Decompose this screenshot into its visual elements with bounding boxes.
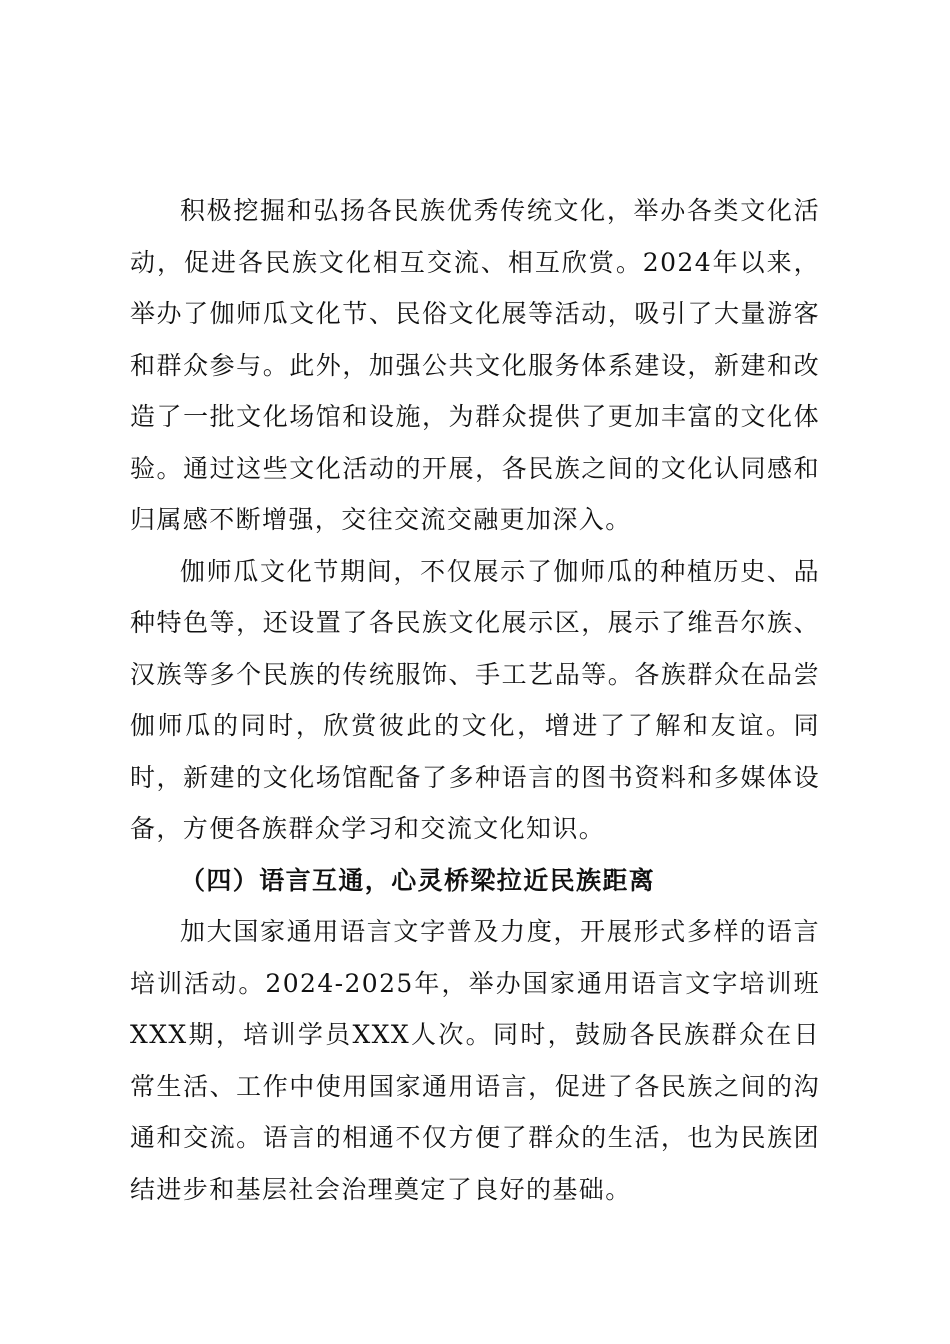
paragraph-melon-festival: 伽师瓜文化节期间，不仅展示了伽师瓜的种植历史、品种特色等，还设置了各民族文化展示区，展示了维吾尔族、汉族等多个民族的传统服饰、手工艺品等。各族群众在品尝伽师瓜的同时，欣赏彼此的文化，增进了了解和友谊。同时，新建的文化场馆配备了多种语言的图书资料和多媒体设备，方便各族群众学习和交流文化知识。 (130, 556, 820, 843)
document-body (130, 185, 820, 1215)
section-heading-language: （四）语言互通，心灵桥梁拉近民族距离 (180, 865, 656, 895)
paragraph-culture-activities: 积极挖掘和弘扬各民族优秀传统文化，举办各类文化活动，促进各民族文化相互交流、相互欣赏。2024年以来，举办了伽师瓜文化节、民俗文化展等活动，吸引了大量游客和群众参与。此外，加强公共文化服务体系建设，新建和改造了一批文化场馆和设施，为群众提供了更加丰富的文化体验。通过这些文化活动的开展，各民族之间的文化认同感和归属感不断增强，交往交流交融更加深入。 (130, 196, 820, 534)
paragraph-language-training: 加大国家通用语言文字普及力度，开展形式多样的语言培训活动。2024-2025年，举办国家通用语言文字培训班XXX期，培训学员XXX人次。同时，鼓励各民族群众在日常生活、工作中使用国家通用语言，促进了各民族之间的沟通和交流。语言的相通不仅方便了群众的生活，也为民族团结进步和基层社会治理奠定了良好的基础。 (130, 917, 820, 1204)
